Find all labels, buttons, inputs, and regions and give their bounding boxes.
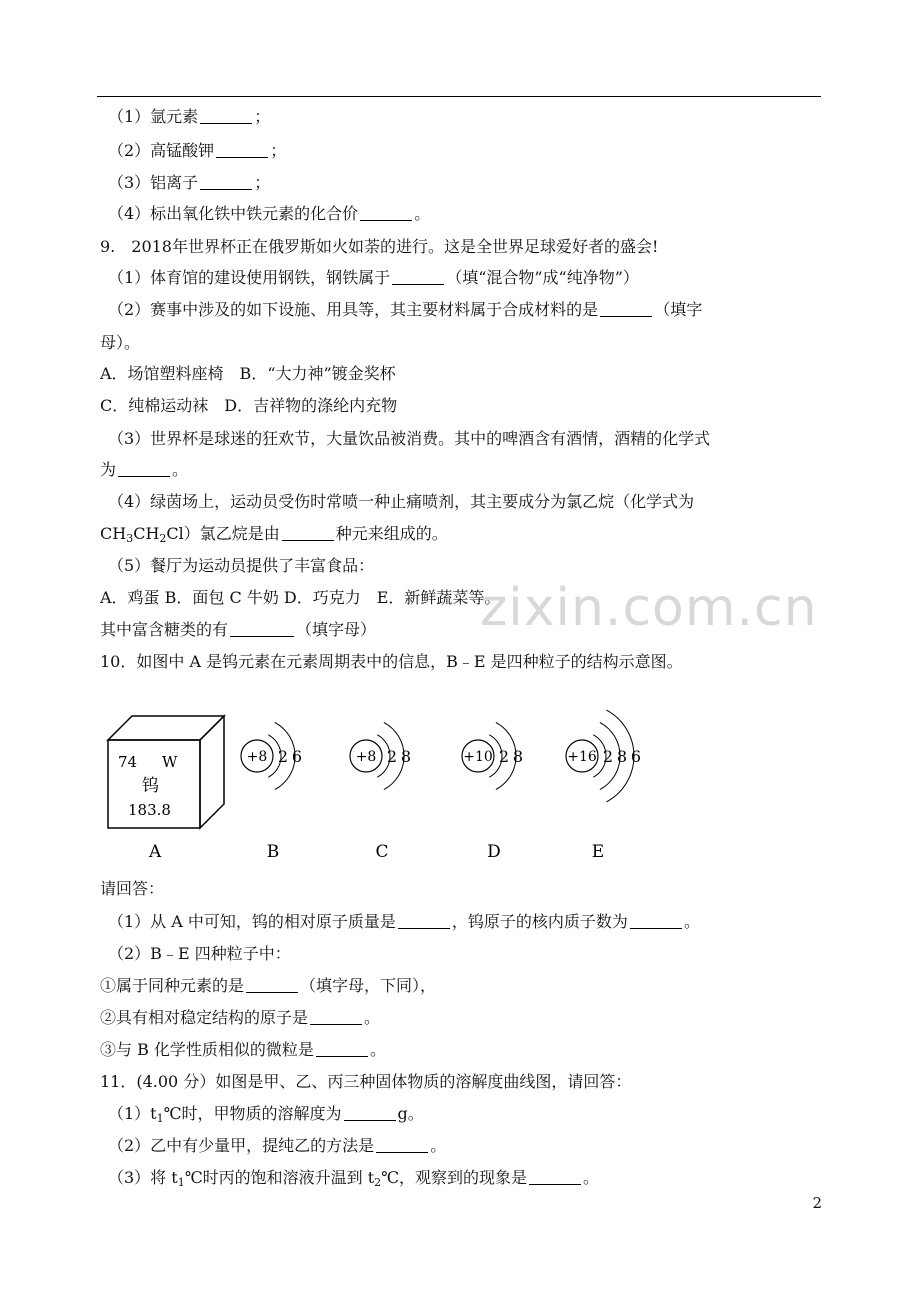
q9-part2: （2）赛事中涉及的如下设施、用具等，其主要材料属于合成材料的是 （填字 — [108, 300, 703, 319]
q9-part5: （5）餐厅为运动员提供了丰富食品： — [108, 556, 375, 575]
q8-item-4: （4）标出氧化铁中铁元素的化合价 。 — [108, 204, 431, 223]
atom-label: D — [487, 842, 501, 862]
figure-svg — [100, 690, 700, 870]
q9-part5-question: 其中富含糖类的有 （填字母） — [100, 620, 377, 639]
q9-part1: （1）体育馆的建设使用钢铁，钢铁属于 （填“混合物”成“纯净物”） — [108, 268, 639, 287]
shell-electron-count: 2 — [602, 747, 614, 766]
page-number: 2 — [812, 1194, 822, 1212]
q10-ask: 请回答： — [100, 879, 165, 898]
q9-part2-cont: 母）。 — [100, 333, 141, 352]
element-symbol: W — [162, 753, 178, 771]
q9-part4-cont: $CH_3CH_2Cl$）氯乙烷是由 种元来组成的。 — [100, 524, 448, 545]
atomic-mass: 183.8 — [128, 801, 171, 819]
atom-structure-figure — [100, 690, 700, 870]
shell-electron-count: 8 — [400, 747, 412, 766]
q9-part3: （3）世界杯是球迷的狂欢节，大量饮品被消费。其中的啤酒含有酒情，酒精的化学式 — [108, 429, 711, 448]
q10-part2-2: ②具有相对稳定结构的原子是 。 — [100, 1008, 381, 1027]
q8-item-3: （3）铝离子 ； — [108, 173, 271, 192]
answer-blank[interactable] — [360, 206, 412, 221]
q8-item-2: （2）高锰酸钾 ； — [108, 141, 287, 160]
answer-blank[interactable] — [246, 978, 298, 993]
answer-blank[interactable] — [118, 462, 170, 477]
answer-blank[interactable] — [310, 1010, 362, 1025]
answer-blank[interactable] — [529, 1170, 581, 1185]
atom-label: B — [266, 842, 280, 862]
q11-title: 11．(4.00 分）如图是甲、乙、丙三种固体物质的溶解度曲线图，请回答： — [100, 1072, 632, 1091]
atom-diagram-d — [462, 722, 523, 862]
label-a: A — [149, 842, 162, 862]
answer-blank[interactable] — [398, 914, 450, 929]
q9-options-ab: A．场馆塑料座椅 B．“大力神”镀金奖杯 — [100, 364, 396, 383]
nucleus-charge: +10 — [463, 749, 493, 765]
atomic-number: 74 — [118, 753, 138, 771]
answer-blank[interactable] — [316, 1042, 368, 1057]
answer-blank[interactable] — [230, 622, 294, 637]
nucleus-charge: +16 — [567, 749, 597, 765]
q10-part2-1: ①属于同种元素的是 （填字母，下同）， — [100, 976, 437, 995]
atom-label: E — [591, 842, 605, 862]
q10-part1: （1）从 A 中可知，钨的相对原子质量是 ，钨原子的核内质子数为 。 — [108, 912, 700, 931]
q9-part4: （4）绿茵场上，运动员受伤时常喷一种止痛喷剂，其主要成分为氯乙烷（化学式为 — [108, 492, 695, 511]
q9-title: 9. 2018年世界杯正在俄罗斯如火如荼的进行。这是全世界足球爱好者的盛会! — [100, 237, 659, 256]
answer-blank[interactable] — [282, 526, 334, 541]
answer-blank[interactable] — [200, 109, 252, 124]
shell-electron-count: 6 — [630, 747, 642, 766]
atom-label: C — [375, 842, 389, 862]
atom-diagram-e — [566, 710, 641, 862]
q11-part1: $(1)t_1℃$时，甲物质的溶解度为 g。 — [108, 1104, 424, 1125]
atom-diagram-c — [350, 722, 411, 862]
q9-part3-cont: 为 。 — [100, 460, 189, 479]
shell-electron-count: 2 — [498, 747, 510, 766]
q8-item-1: （1）氩元素 ； — [108, 107, 271, 126]
shell-electron-count: 8 — [512, 747, 524, 766]
q11-part2: （2）乙中有少量甲，提纯乙的方法是 。 — [108, 1136, 447, 1155]
q10-part2-3: ③与 B 化学性质相似的微粒是 。 — [100, 1040, 386, 1059]
shell-electron-count: 6 — [291, 747, 303, 766]
q9-options-cd: C．纯棉运动袜 D．吉祥物的涤纶内充物 — [100, 396, 398, 415]
q11-part3: （3）将 $t_1℃$时丙的饱和溶液升温到 $t_2℃$，观察到的现象是 。 — [108, 1168, 600, 1189]
shell-electron-count: 2 — [277, 747, 289, 766]
shell-electron-count: 8 — [616, 747, 628, 766]
nucleus-charge: +8 — [355, 749, 377, 765]
answer-blank[interactable] — [600, 302, 652, 317]
answer-blank[interactable] — [216, 143, 268, 158]
header-rule — [97, 96, 821, 97]
shell-electron-count: 2 — [386, 747, 398, 766]
element-cell — [108, 716, 224, 828]
answer-blank[interactable] — [630, 914, 682, 929]
q10-title: 10．如图中 A 是钨元素在元素周期表中的信息，B﹣E 是四种粒子的结构示意图。 — [100, 652, 683, 671]
answer-blank[interactable] — [200, 175, 252, 190]
element-name: 钨 — [142, 776, 159, 796]
answer-blank[interactable] — [376, 1138, 428, 1153]
q9-part5-options: A．鸡蛋 B．面包 C 牛奶 D．巧克力 E．新鲜蔬菜等。 — [100, 588, 501, 607]
answer-blank[interactable] — [392, 270, 444, 285]
atom-diagram-b — [241, 722, 302, 862]
watermark: zixin.com.cn — [480, 578, 818, 638]
q10-part2: （2）B﹣E 四种粒子中： — [108, 944, 291, 963]
nucleus-charge: +8 — [246, 749, 268, 765]
answer-blank[interactable] — [344, 1106, 396, 1121]
